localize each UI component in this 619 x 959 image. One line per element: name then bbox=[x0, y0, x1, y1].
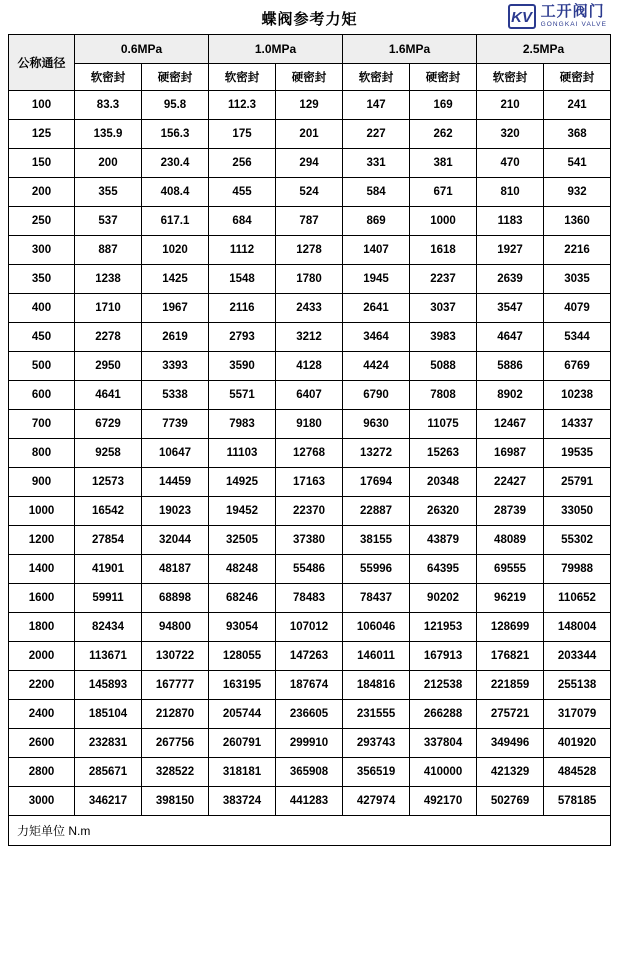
cell-torque: 1710 bbox=[75, 294, 142, 323]
cell-torque: 256 bbox=[209, 149, 276, 178]
cell-torque: 201 bbox=[276, 120, 343, 149]
cell-torque: 869 bbox=[343, 207, 410, 236]
cell-torque: 55486 bbox=[276, 555, 343, 584]
cell-torque: 484528 bbox=[544, 758, 611, 787]
cell-torque: 95.8 bbox=[142, 91, 209, 120]
cell-nominal-diameter: 1400 bbox=[9, 555, 75, 584]
cell-torque: 107012 bbox=[276, 613, 343, 642]
cell-torque: 5886 bbox=[477, 352, 544, 381]
header-seal-4: 软密封 bbox=[343, 64, 410, 91]
header-seal-1: 硬密封 bbox=[142, 64, 209, 91]
cell-torque: 328522 bbox=[142, 758, 209, 787]
cell-nominal-diameter: 2600 bbox=[9, 729, 75, 758]
cell-torque: 121953 bbox=[410, 613, 477, 642]
cell-torque: 1407 bbox=[343, 236, 410, 265]
cell-torque: 887 bbox=[75, 236, 142, 265]
cell-torque: 4424 bbox=[343, 352, 410, 381]
cell-torque: 365908 bbox=[276, 758, 343, 787]
cell-torque: 12768 bbox=[276, 439, 343, 468]
header-seal-3: 硬密封 bbox=[276, 64, 343, 91]
cell-nominal-diameter: 150 bbox=[9, 149, 75, 178]
cell-nominal-diameter: 450 bbox=[9, 323, 75, 352]
cell-torque: 210 bbox=[477, 91, 544, 120]
header-seal-7: 硬密封 bbox=[544, 64, 611, 91]
cell-torque: 3547 bbox=[477, 294, 544, 323]
cell-torque: 2216 bbox=[544, 236, 611, 265]
cell-torque: 10647 bbox=[142, 439, 209, 468]
table-row bbox=[9, 149, 611, 178]
cell-torque: 7739 bbox=[142, 410, 209, 439]
cell-torque: 421329 bbox=[477, 758, 544, 787]
cell-torque: 3035 bbox=[544, 265, 611, 294]
table-row bbox=[9, 207, 611, 236]
cell-torque: 5088 bbox=[410, 352, 477, 381]
cell-torque: 11075 bbox=[410, 410, 477, 439]
cell-torque: 3212 bbox=[276, 323, 343, 352]
cell-torque: 38155 bbox=[343, 526, 410, 555]
cell-nominal-diameter: 800 bbox=[9, 439, 75, 468]
header-pressure-3: 2.5MPa bbox=[477, 35, 611, 64]
cell-torque: 12573 bbox=[75, 468, 142, 497]
cell-torque: 356519 bbox=[343, 758, 410, 787]
cell-torque: 163195 bbox=[209, 671, 276, 700]
table-row bbox=[9, 294, 611, 323]
cell-torque: 368 bbox=[544, 120, 611, 149]
cell-torque: 1000 bbox=[410, 207, 477, 236]
cell-torque: 267756 bbox=[142, 729, 209, 758]
cell-torque: 175 bbox=[209, 120, 276, 149]
cell-torque: 236605 bbox=[276, 700, 343, 729]
page-title: 蝶阀参考力矩 bbox=[261, 11, 358, 28]
cell-torque: 408.4 bbox=[142, 178, 209, 207]
header-nominal-diameter: 公称通径 bbox=[9, 35, 75, 91]
table-row bbox=[9, 236, 611, 265]
cell-torque: 455 bbox=[209, 178, 276, 207]
cell-torque: 16542 bbox=[75, 497, 142, 526]
cell-torque: 146011 bbox=[343, 642, 410, 671]
cell-torque: 294 bbox=[276, 149, 343, 178]
cell-torque: 167777 bbox=[142, 671, 209, 700]
cell-torque: 584 bbox=[343, 178, 410, 207]
torque-table bbox=[8, 34, 611, 816]
table-row bbox=[9, 178, 611, 207]
cell-torque: 6407 bbox=[276, 381, 343, 410]
cell-nominal-diameter: 100 bbox=[9, 91, 75, 120]
table-header-row-seal bbox=[9, 64, 611, 91]
cell-torque: 293743 bbox=[343, 729, 410, 758]
cell-torque: 381 bbox=[410, 149, 477, 178]
cell-torque: 2278 bbox=[75, 323, 142, 352]
cell-torque: 1618 bbox=[410, 236, 477, 265]
cell-torque: 2116 bbox=[209, 294, 276, 323]
cell-torque: 20348 bbox=[410, 468, 477, 497]
cell-nominal-diameter: 125 bbox=[9, 120, 75, 149]
cell-torque: 145893 bbox=[75, 671, 142, 700]
cell-torque: 492170 bbox=[410, 787, 477, 816]
cell-torque: 14337 bbox=[544, 410, 611, 439]
cell-torque: 10238 bbox=[544, 381, 611, 410]
cell-nominal-diameter: 2800 bbox=[9, 758, 75, 787]
cell-torque: 4079 bbox=[544, 294, 611, 323]
cell-nominal-diameter: 300 bbox=[9, 236, 75, 265]
cell-torque: 5344 bbox=[544, 323, 611, 352]
cell-nominal-diameter: 700 bbox=[9, 410, 75, 439]
table-row bbox=[9, 497, 611, 526]
cell-torque: 241 bbox=[544, 91, 611, 120]
table-row bbox=[9, 671, 611, 700]
cell-torque: 19023 bbox=[142, 497, 209, 526]
cell-torque: 260791 bbox=[209, 729, 276, 758]
cell-torque: 41901 bbox=[75, 555, 142, 584]
cell-torque: 15263 bbox=[410, 439, 477, 468]
table-row bbox=[9, 758, 611, 787]
cell-torque: 96219 bbox=[477, 584, 544, 613]
cell-torque: 230.4 bbox=[142, 149, 209, 178]
cell-nominal-diameter: 1800 bbox=[9, 613, 75, 642]
cell-torque: 617.1 bbox=[142, 207, 209, 236]
cell-torque: 5571 bbox=[209, 381, 276, 410]
cell-torque: 2641 bbox=[343, 294, 410, 323]
header-seal-2: 软密封 bbox=[209, 64, 276, 91]
cell-torque: 167913 bbox=[410, 642, 477, 671]
cell-torque: 1425 bbox=[142, 265, 209, 294]
table-header-row-pressure bbox=[9, 35, 611, 64]
cell-torque: 16987 bbox=[477, 439, 544, 468]
cell-torque: 227 bbox=[343, 120, 410, 149]
table-row bbox=[9, 381, 611, 410]
cell-torque: 27854 bbox=[75, 526, 142, 555]
table-row bbox=[9, 700, 611, 729]
cell-torque: 3983 bbox=[410, 323, 477, 352]
cell-torque: 7983 bbox=[209, 410, 276, 439]
cell-torque: 2237 bbox=[410, 265, 477, 294]
cell-torque: 410000 bbox=[410, 758, 477, 787]
cell-nominal-diameter: 3000 bbox=[9, 787, 75, 816]
table-row bbox=[9, 526, 611, 555]
cell-torque: 55996 bbox=[343, 555, 410, 584]
cell-torque: 28739 bbox=[477, 497, 544, 526]
cell-torque: 932 bbox=[544, 178, 611, 207]
cell-torque: 810 bbox=[477, 178, 544, 207]
cell-torque: 337804 bbox=[410, 729, 477, 758]
cell-torque: 470 bbox=[477, 149, 544, 178]
cell-torque: 275721 bbox=[477, 700, 544, 729]
cell-nominal-diameter: 400 bbox=[9, 294, 75, 323]
cell-torque: 110652 bbox=[544, 584, 611, 613]
cell-torque: 156.3 bbox=[142, 120, 209, 149]
cell-torque: 6729 bbox=[75, 410, 142, 439]
header-pressure-0: 0.6MPa bbox=[75, 35, 209, 64]
cell-torque: 6790 bbox=[343, 381, 410, 410]
cell-torque: 318181 bbox=[209, 758, 276, 787]
cell-torque: 169 bbox=[410, 91, 477, 120]
cell-torque: 1927 bbox=[477, 236, 544, 265]
cell-torque: 212870 bbox=[142, 700, 209, 729]
cell-nominal-diameter: 500 bbox=[9, 352, 75, 381]
cell-torque: 19535 bbox=[544, 439, 611, 468]
cell-torque: 112.3 bbox=[209, 91, 276, 120]
cell-torque: 22427 bbox=[477, 468, 544, 497]
table-row bbox=[9, 468, 611, 497]
cell-torque: 1548 bbox=[209, 265, 276, 294]
table-body bbox=[9, 91, 611, 816]
table-row bbox=[9, 120, 611, 149]
cell-torque: 2950 bbox=[75, 352, 142, 381]
cell-torque: 4641 bbox=[75, 381, 142, 410]
cell-torque: 2639 bbox=[477, 265, 544, 294]
cell-torque: 187674 bbox=[276, 671, 343, 700]
cell-nominal-diameter: 2000 bbox=[9, 642, 75, 671]
cell-torque: 184816 bbox=[343, 671, 410, 700]
cell-torque: 1238 bbox=[75, 265, 142, 294]
cell-torque: 48248 bbox=[209, 555, 276, 584]
cell-torque: 78437 bbox=[343, 584, 410, 613]
cell-torque: 43879 bbox=[410, 526, 477, 555]
cell-torque: 93054 bbox=[209, 613, 276, 642]
cell-torque: 128699 bbox=[477, 613, 544, 642]
cell-torque: 3464 bbox=[343, 323, 410, 352]
table-row bbox=[9, 410, 611, 439]
cell-torque: 5338 bbox=[142, 381, 209, 410]
cell-torque: 221859 bbox=[477, 671, 544, 700]
cell-torque: 4128 bbox=[276, 352, 343, 381]
brand-name-cn: 工开阀门 bbox=[540, 3, 605, 21]
table-head bbox=[9, 35, 611, 91]
cell-torque: 135.9 bbox=[75, 120, 142, 149]
cell-torque: 331 bbox=[343, 149, 410, 178]
cell-torque: 231555 bbox=[343, 700, 410, 729]
cell-torque: 1183 bbox=[477, 207, 544, 236]
cell-torque: 383724 bbox=[209, 787, 276, 816]
cell-torque: 232831 bbox=[75, 729, 142, 758]
cell-torque: 64395 bbox=[410, 555, 477, 584]
cell-torque: 317079 bbox=[544, 700, 611, 729]
cell-torque: 106046 bbox=[343, 613, 410, 642]
cell-torque: 205744 bbox=[209, 700, 276, 729]
cell-torque: 684 bbox=[209, 207, 276, 236]
cell-torque: 1020 bbox=[142, 236, 209, 265]
cell-torque: 12467 bbox=[477, 410, 544, 439]
cell-nominal-diameter: 2400 bbox=[9, 700, 75, 729]
cell-torque: 2619 bbox=[142, 323, 209, 352]
cell-torque: 398150 bbox=[142, 787, 209, 816]
cell-torque: 9258 bbox=[75, 439, 142, 468]
cell-torque: 355 bbox=[75, 178, 142, 207]
cell-torque: 11103 bbox=[209, 439, 276, 468]
table-row bbox=[9, 613, 611, 642]
brand-name-en: GONGKAI VALVE bbox=[540, 20, 607, 28]
cell-torque: 13272 bbox=[343, 439, 410, 468]
cell-torque: 285671 bbox=[75, 758, 142, 787]
cell-torque: 94800 bbox=[142, 613, 209, 642]
cell-torque: 9630 bbox=[343, 410, 410, 439]
table-row bbox=[9, 584, 611, 613]
table-row bbox=[9, 265, 611, 294]
brand-mark-icon: KV bbox=[508, 4, 536, 29]
cell-torque: 78483 bbox=[276, 584, 343, 613]
cell-torque: 1360 bbox=[544, 207, 611, 236]
cell-torque: 8902 bbox=[477, 381, 544, 410]
table-row bbox=[9, 787, 611, 816]
table-row bbox=[9, 352, 611, 381]
cell-torque: 203344 bbox=[544, 642, 611, 671]
cell-torque: 69555 bbox=[477, 555, 544, 584]
cell-torque: 147 bbox=[343, 91, 410, 120]
cell-torque: 9180 bbox=[276, 410, 343, 439]
cell-torque: 3393 bbox=[142, 352, 209, 381]
cell-torque: 48089 bbox=[477, 526, 544, 555]
cell-torque: 68898 bbox=[142, 584, 209, 613]
cell-torque: 48187 bbox=[142, 555, 209, 584]
cell-torque: 1112 bbox=[209, 236, 276, 265]
table-row bbox=[9, 439, 611, 468]
cell-nominal-diameter: 600 bbox=[9, 381, 75, 410]
cell-torque: 32505 bbox=[209, 526, 276, 555]
header-pressure-2: 1.6MPa bbox=[343, 35, 477, 64]
cell-nominal-diameter: 350 bbox=[9, 265, 75, 294]
cell-torque: 401920 bbox=[544, 729, 611, 758]
cell-torque: 79988 bbox=[544, 555, 611, 584]
brand-logo bbox=[508, 4, 607, 29]
cell-torque: 148004 bbox=[544, 613, 611, 642]
cell-torque: 59911 bbox=[75, 584, 142, 613]
cell-torque: 22370 bbox=[276, 497, 343, 526]
cell-nominal-diameter: 900 bbox=[9, 468, 75, 497]
table-row bbox=[9, 729, 611, 758]
header-seal-0: 软密封 bbox=[75, 64, 142, 91]
header-seal-6: 软密封 bbox=[477, 64, 544, 91]
cell-torque: 3037 bbox=[410, 294, 477, 323]
cell-torque: 147263 bbox=[276, 642, 343, 671]
cell-torque: 55302 bbox=[544, 526, 611, 555]
cell-torque: 1945 bbox=[343, 265, 410, 294]
cell-torque: 68246 bbox=[209, 584, 276, 613]
cell-torque: 212538 bbox=[410, 671, 477, 700]
cell-torque: 26320 bbox=[410, 497, 477, 526]
document-header bbox=[8, 0, 611, 34]
table-row bbox=[9, 642, 611, 671]
cell-torque: 90202 bbox=[410, 584, 477, 613]
cell-torque: 32044 bbox=[142, 526, 209, 555]
cell-torque: 262 bbox=[410, 120, 477, 149]
table-row bbox=[9, 555, 611, 584]
cell-torque: 541 bbox=[544, 149, 611, 178]
cell-torque: 14925 bbox=[209, 468, 276, 497]
cell-nominal-diameter: 2200 bbox=[9, 671, 75, 700]
cell-torque: 82434 bbox=[75, 613, 142, 642]
cell-torque: 6769 bbox=[544, 352, 611, 381]
cell-torque: 200 bbox=[75, 149, 142, 178]
table-footnote: 力矩单位 N.m bbox=[8, 816, 611, 846]
cell-nominal-diameter: 1000 bbox=[9, 497, 75, 526]
cell-torque: 1278 bbox=[276, 236, 343, 265]
cell-torque: 17694 bbox=[343, 468, 410, 497]
cell-torque: 7808 bbox=[410, 381, 477, 410]
cell-torque: 2433 bbox=[276, 294, 343, 323]
cell-torque: 3590 bbox=[209, 352, 276, 381]
cell-torque: 83.3 bbox=[75, 91, 142, 120]
table-row bbox=[9, 91, 611, 120]
cell-nominal-diameter: 200 bbox=[9, 178, 75, 207]
cell-torque: 22887 bbox=[343, 497, 410, 526]
cell-torque: 299910 bbox=[276, 729, 343, 758]
cell-nominal-diameter: 1600 bbox=[9, 584, 75, 613]
cell-torque: 441283 bbox=[276, 787, 343, 816]
brand-text bbox=[541, 4, 607, 29]
cell-nominal-diameter: 250 bbox=[9, 207, 75, 236]
cell-torque: 524 bbox=[276, 178, 343, 207]
cell-torque: 14459 bbox=[142, 468, 209, 497]
cell-torque: 1780 bbox=[276, 265, 343, 294]
cell-nominal-diameter: 1200 bbox=[9, 526, 75, 555]
cell-torque: 129 bbox=[276, 91, 343, 120]
cell-torque: 255138 bbox=[544, 671, 611, 700]
cell-torque: 578185 bbox=[544, 787, 611, 816]
cell-torque: 320 bbox=[477, 120, 544, 149]
cell-torque: 33050 bbox=[544, 497, 611, 526]
cell-torque: 25791 bbox=[544, 468, 611, 497]
cell-torque: 1967 bbox=[142, 294, 209, 323]
cell-torque: 4647 bbox=[477, 323, 544, 352]
cell-torque: 113671 bbox=[75, 642, 142, 671]
cell-torque: 537 bbox=[75, 207, 142, 236]
cell-torque: 671 bbox=[410, 178, 477, 207]
cell-torque: 787 bbox=[276, 207, 343, 236]
cell-torque: 130722 bbox=[142, 642, 209, 671]
cell-torque: 185104 bbox=[75, 700, 142, 729]
cell-torque: 427974 bbox=[343, 787, 410, 816]
cell-torque: 502769 bbox=[477, 787, 544, 816]
cell-torque: 17163 bbox=[276, 468, 343, 497]
cell-torque: 349496 bbox=[477, 729, 544, 758]
cell-torque: 266288 bbox=[410, 700, 477, 729]
cell-torque: 176821 bbox=[477, 642, 544, 671]
header-seal-5: 硬密封 bbox=[410, 64, 477, 91]
table-row bbox=[9, 323, 611, 352]
cell-torque: 2793 bbox=[209, 323, 276, 352]
header-pressure-1: 1.0MPa bbox=[209, 35, 343, 64]
cell-torque: 19452 bbox=[209, 497, 276, 526]
cell-torque: 37380 bbox=[276, 526, 343, 555]
cell-torque: 128055 bbox=[209, 642, 276, 671]
cell-torque: 346217 bbox=[75, 787, 142, 816]
